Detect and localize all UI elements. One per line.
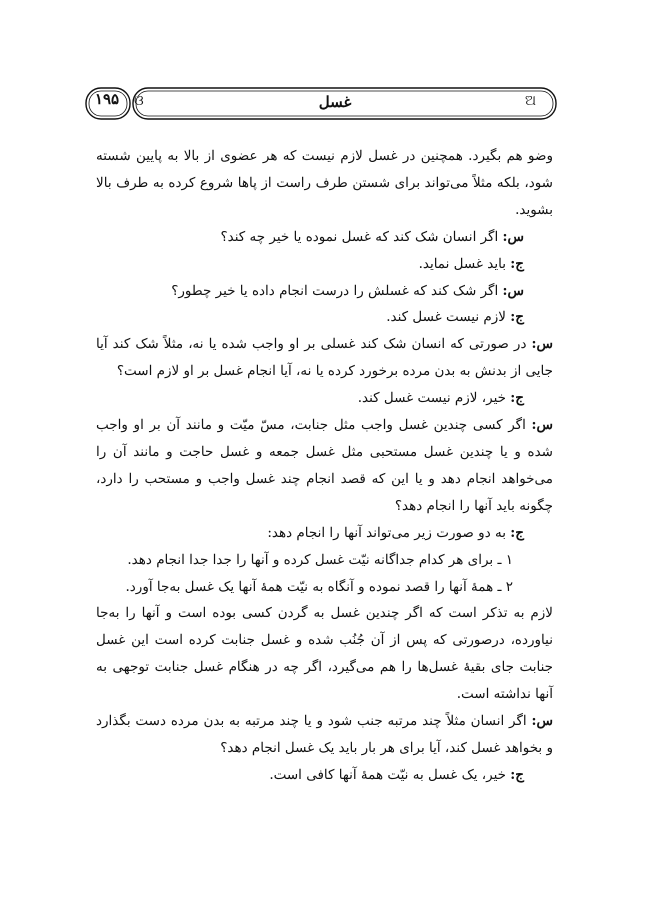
question-text: اگر کسی چندین غسل واجب مثل جنابت، مسّ میّت و مانند آن بر او واجب شده و یا چندین غسل مستحبی مثل غسل جمعه و غسل حاجت و مانند آن را می‌خواهد انجام دهد و یا این که قصد انجام چند غسل واجب و مستحب را دارد، چگونه باید آنها را انجام دهد؟ — [96, 417, 553, 514]
answer-text: باید غسل نماید. — [418, 255, 511, 272]
answer-label: ج: — [510, 524, 524, 541]
answer-text: خیر، یک غسل به نیّت همهٔ آنها کافی است. — [269, 766, 511, 783]
question — [96, 331, 553, 385]
running-header — [85, 84, 558, 124]
answer — [96, 304, 553, 331]
answer-text: لازم نیست غسل کند. — [386, 309, 511, 326]
answer-label: ج: — [510, 255, 524, 272]
paragraph: لازم به تذکر است که اگر چندین غسل به گردن کسی بوده است و آنها را به‌جا نیاورده، درصورتی که پس از آن جُنُب شده و غسل جنابت کرده است این غسل جنابت جای بقیهٔ غسل‌ها را هم می‌گیرد، اگر چه در هنگام غسل جنابت توجهی به آنها نداشته است. — [96, 605, 553, 703]
question-text: اگر انسان مثلاً چند مرتبه جنب شود و یا چند مرتبه به بدن مرده دست بگذارد و بخواهد غسل کند، آیا برای هر بار باید یک غسل انجام دهد؟ — [96, 713, 553, 756]
header-title: غسل — [318, 93, 352, 111]
answer-text: خیر، لازم نیست غسل کند. — [357, 390, 511, 407]
answer — [96, 762, 553, 789]
list-item: ۱ ـ برای هر کدام جداگانه نیّت غسل کرده و آنها را جدا جدا انجام دهد. — [127, 551, 513, 568]
question — [96, 278, 553, 305]
question-label: س: — [531, 417, 553, 434]
question-label: س: — [531, 713, 553, 730]
question — [96, 224, 553, 251]
ornament-right-icon: ଅ — [525, 93, 537, 109]
answer — [96, 520, 553, 547]
page-body — [96, 143, 553, 789]
question-label: س: — [502, 228, 524, 245]
answer-text: به دو صورت زیر می‌تواند آنها را انجام دهد: — [267, 524, 511, 541]
ornament-left-icon: ଓ — [134, 93, 144, 109]
question-label: س: — [531, 336, 553, 353]
answer-label: ج: — [510, 766, 524, 783]
answer — [96, 251, 553, 278]
page-number: ۱۹۵ — [94, 90, 120, 108]
answer-label: ج: — [510, 390, 524, 407]
question-text: اگر شک کند که غسلش را درست انجام داده یا خیر چطور؟ — [171, 282, 503, 299]
question-label: س: — [502, 282, 524, 299]
question-text: اگر انسان شک کند که غسل نموده یا خیر چه کند؟ — [220, 228, 503, 245]
answer-label: ج: — [510, 309, 524, 326]
paragraph: وضو هم بگیرد. همچنین در غسل لازم نیست که هر عضوی از بالا به پایین شسته شود، بلکه مثلاً می‌تواند برای شستن طرف راست از پاها شروع کرده به طرف بالا بشوید. — [96, 148, 553, 218]
question — [96, 708, 553, 762]
answer — [96, 385, 553, 412]
list-item: ۲ ـ همهٔ آنها را قصد نموده و آنگاه به نیّت همهٔ آنها یک غسل به‌جا آورد. — [125, 578, 513, 595]
question-text: در صورتی که انسان شک کند غسلی بر او واجب شده یا نه، مثلاً شک کند آیا جایی از بدنش به بدن مرده برخورد کرده یا نه، آیا انجام غسل بر او لازم است؟ — [96, 336, 553, 380]
question — [96, 412, 553, 520]
